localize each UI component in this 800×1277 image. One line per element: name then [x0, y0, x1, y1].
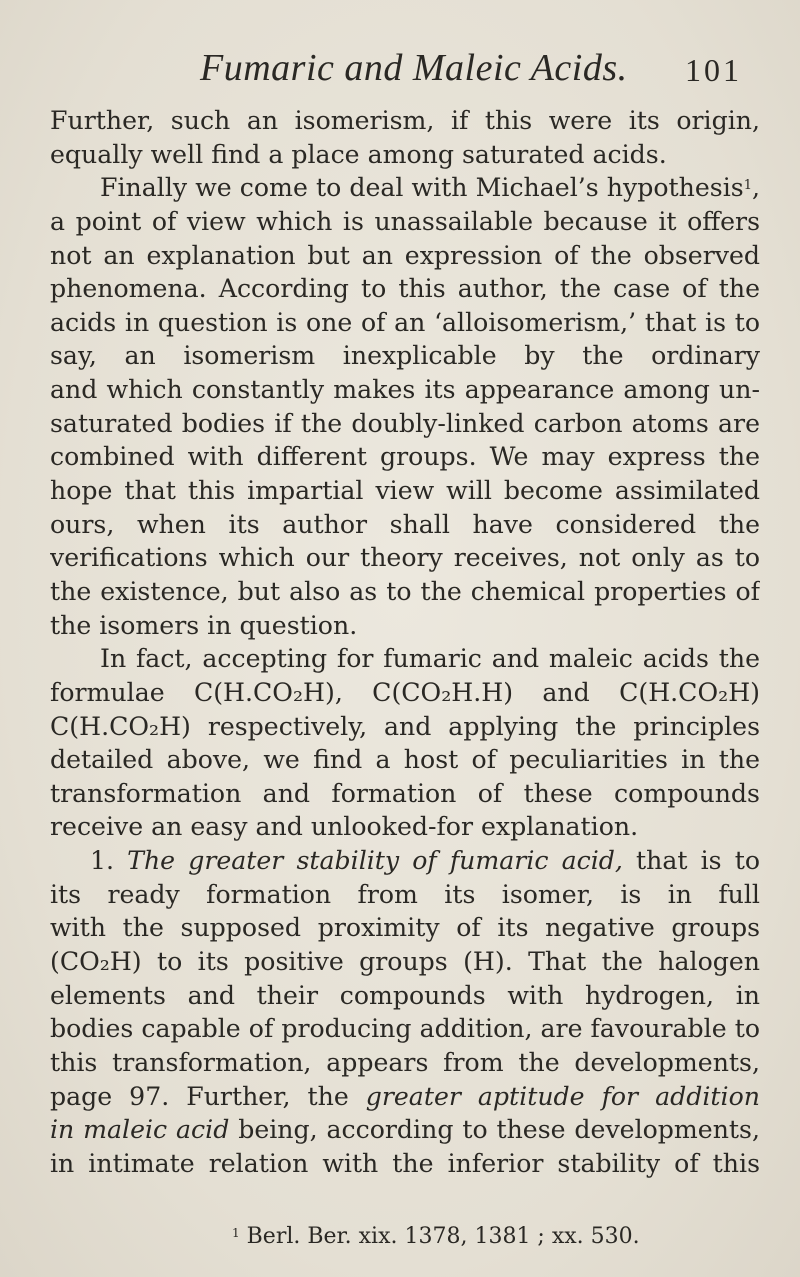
- text-line: detailed above, we find a host of peculiarities in the: [50, 745, 760, 775]
- text-line: page 97. Further, the greater aptitude for addition: [50, 1081, 760, 1111]
- footnote-marker: 1: [743, 178, 752, 194]
- text-line: and which constantly makes its appearance among un-: [50, 375, 760, 405]
- running-title: Fumaric and Maleic Acids.: [200, 47, 628, 89]
- text-line: Finally we come to deal with Michael’s hypothesis$^1$,: [100, 173, 760, 203]
- text-line: (CO₂H) to its positive groups (H). That the halogen: [50, 947, 760, 977]
- running-head: [0, 46, 800, 90]
- text-line: verifications which our theory receives, not only as to: [50, 543, 760, 573]
- text-line: the isomers in question.: [50, 610, 358, 640]
- text-line: In fact, accepting for fumaric and maleic acids the: [100, 644, 760, 674]
- text-line: formulae C(H.CO₂H), C(CO₂H.H) and C(H.CO₂H): [50, 677, 760, 707]
- text-line: phenomena. According to this author, the case of the: [50, 274, 760, 304]
- item-number: 1.: [90, 846, 115, 876]
- text-line: elements and their compounds with hydrogen, in: [50, 980, 760, 1010]
- text-line: C(H.CO₂H) respectively, and applying the principles: [50, 711, 760, 741]
- page-number: 101: [685, 52, 742, 88]
- text-line: Further, such an isomerism, if this were its origin,: [50, 106, 760, 135]
- body-text: [50, 104, 760, 1181]
- text-line: a point of view which is unassailable because it offers: [50, 206, 760, 236]
- text-line: acids in question is one of an ‘alloisomerism,’ that is to: [50, 307, 760, 337]
- text-line: equally well find a place among saturated acids.: [50, 139, 667, 169]
- text-line: bodies capable of producing addition, are favourable to: [50, 1014, 760, 1044]
- text-line: not an explanation but an expression of the observed: [50, 240, 760, 270]
- text-line: 1. The greater stability of fumaric acid, that is to: [90, 846, 760, 876]
- text-line: in maleic acid being, according to these developments,: [50, 1115, 760, 1145]
- text-line: its ready formation from its isomer, is in full: [50, 879, 760, 909]
- footnote: [232, 1223, 640, 1251]
- text-line: with the supposed proximity of its negative groups: [50, 913, 760, 943]
- text-line: transformation and formation of these compounds: [50, 778, 760, 808]
- text-line: the existence, but also as to the chemical properties of: [50, 576, 760, 606]
- footnote-text: Berl. Ber. xix. 1378, 1381 ; xx. 530.: [246, 1224, 640, 1249]
- footnote-number: 1: [232, 1226, 240, 1240]
- text-line: receive an easy and unlooked-for explanation.: [50, 812, 639, 842]
- text-line: say, an isomerism inexplicable by the ordinary: [50, 341, 760, 371]
- text-line: combined with different groups. We may express the: [50, 442, 760, 472]
- text-line: ours, when its author shall have considered the: [50, 509, 760, 539]
- text-line: this transformation, appears from the developments,: [50, 1047, 760, 1077]
- text-line: hope that this impartial view will become assimilated: [50, 476, 760, 506]
- text-line: in intimate relation with the inferior stability of this: [50, 1148, 760, 1178]
- text-line: saturated bodies if the doubly-linked carbon atoms are: [50, 408, 760, 438]
